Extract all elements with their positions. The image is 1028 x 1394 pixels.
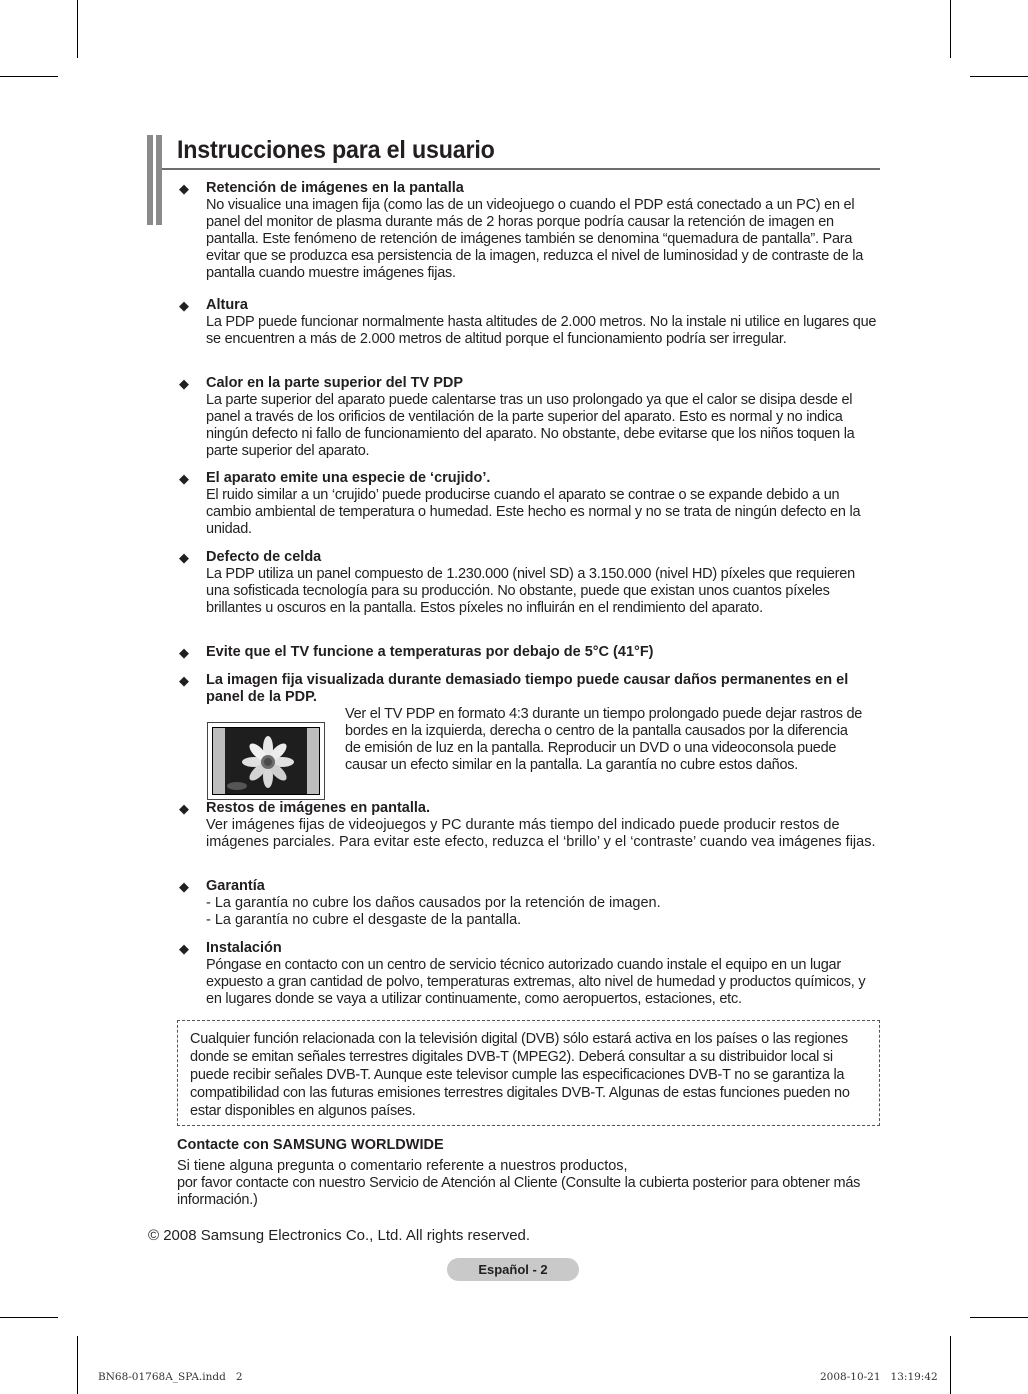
crop-mark [950,0,951,58]
section-heading: La imagen fija visualizada durante demasiado tiempo puede causar daños permanentes en el panel de la PDP. [206,672,849,705]
diamond-bullet-icon: ◆ [179,550,189,565]
diamond-bullet-icon: ◆ [179,298,189,313]
diamond-bullet-icon: ◆ [179,941,189,956]
title-decoration-bar [147,135,153,225]
list-item [177,180,882,297]
list-item [177,297,882,375]
section-heading: El aparato emite una especie de ‘crujido’. [206,470,491,486]
diamond-bullet-icon: ◆ [179,801,189,816]
section-body: Póngase en contacto con un centro de servicio técnico autorizado cuando instale el equipo en un lugar expuesto a gran cantidad de polvo, temperaturas extremas, alto nivel de humedad y productos químicos, y en lugares donde se vaya a utilizar continuamente, como aeropuertos, estaciones, etc. [206,957,866,1007]
page-number-badge: Español - 2 [447,1258,579,1281]
section-body: La PDP utiliza un panel compuesto de 1.230.000 (nivel SD) a 3.150.000 (nivel HD) píxeles que requieren una sofisticada tecnología para su producción. No obstante, puede que existan unos cuantos píxeles brillantes u oscuros en la pantalla. Estos píxeles no influirán en el rendimiento del aparato. [206,566,855,616]
list-item [177,672,882,800]
contact-body [177,1158,883,1209]
contact-line: Si tiene alguna pregunta o comentario referente a nuestros productos, [177,1158,628,1174]
diamond-bullet-icon: ◆ [179,376,189,391]
crop-mark [970,76,1028,77]
warranty-line: - La garantía no cubre el desgaste de la pantalla. [206,912,522,928]
section-body: No visualice una imagen fija (como las de un videojuego o cuando el PDP está conectado a un PC) en el panel del monitor de plasma durante más de 2 horas porque podría causar la retención de imagen en pantalla. Este fenómeno de retención de imágenes también se denomina “quemadura de pantalla”. Para evitar que se produzca esa persistencia de la imagen, reduzca el nivel de luminosidad y de contraste de la pantalla cuando muestre imágenes fijas. [206,197,864,281]
copyright: © 2008 Samsung Electronics Co., Ltd. All rights reserved. [148,1227,531,1244]
tv-illustration [207,722,325,800]
section-body: Ver el TV PDP en formato 4:3 durante un tiempo prolongado puede dejar rastros de bordes en la izquierda, derecha o centro de la pantalla causados por la diferencia de emisión de luz en la pantalla. Reproducir un DVD o una videoconsola puede causar un efecto similar en la pantalla. La garantía no cubre estos daños. [345,706,863,773]
section-body: El ruido similar a un ‘crujido’ puede producirse cuando el aparato se contrae o se expande debido a un cambio ambiental de temperatura o humedad. Este hecho es normal y no se trata de ningún defecto en la unidad. [206,487,861,537]
diamond-bullet-icon: ◆ [179,645,189,660]
section-body: Ver imágenes fijas de videojuegos y PC durante más tiempo del indicado puede producir restos de imágenes parciales. Para evitar este efecto, reduzca el ‘brillo’ y el ‘contraste’ cuando vea imágenes fijas. [206,817,876,850]
crop-mark [0,76,58,77]
crop-mark [77,1336,78,1394]
crop-mark [0,1317,58,1318]
burn-in-illustration-row [206,706,882,796]
section-body: La PDP puede funcionar normalmente hasta altitudes de 2.000 metros. No la instale ni utilice en lugares que se encuentren a más de 2.000 metros de altitud porque el funcionamiento podría ser irregular. [206,314,877,347]
contact-line: por favor contacte con nuestro Servicio de Atención al Cliente (Consulte la cubierta posterior para obtener más información.) [177,1175,861,1208]
instructions-list [177,180,882,1008]
section-heading: Defecto de celda [206,549,322,565]
footer-timestamp: 2008-10-21 13:19:42 [820,1371,938,1383]
diamond-bullet-icon: ◆ [179,471,189,486]
diamond-bullet-icon: ◆ [179,181,189,196]
tv-screen-image [212,727,320,795]
footer-filename: BN68-01768A_SPA.indd 2 [98,1371,243,1383]
diamond-bullet-icon: ◆ [179,673,189,688]
section-body: La parte superior del aparato puede calentarse tras un uso prolongado ya que el calor se disipa desde el panel a través de los orificios de ventilación de la parte superior del aparato. Esto es normal y no indica ningún defecto ni fallo de funcionamiento del aparato. No obstante, debe evitarse que los niños toquen la parte superior del aparato. [206,392,855,459]
list-item [177,375,882,470]
diamond-bullet-icon: ◆ [179,879,189,894]
list-item [177,549,882,644]
section-heading: Evite que el TV funcione a temperaturas por debajo de 5°C (41°F) [206,644,654,660]
section-heading: Garantía [206,878,265,894]
section-heading: Altura [206,297,248,313]
contact-title: Contacte con SAMSUNG WORLDWIDE [177,1137,444,1153]
warranty-line: - La garantía no cubre los daños causados por la retención de imagen. [206,895,661,911]
list-item [177,644,882,672]
list-item [177,940,882,1008]
crop-mark [970,1317,1028,1318]
flower-icon [213,728,319,794]
dvb-notice-box [177,1020,880,1126]
list-item [177,470,882,549]
list-item [177,878,882,940]
list-item [177,800,882,878]
crop-mark [77,0,78,58]
title-decoration-bar [156,135,162,225]
section-heading: Calor en la parte superior del TV PDP [206,375,464,391]
page-title: Instrucciones para el usuario [177,136,495,164]
section-heading: Retención de imágenes en la pantalla [206,180,464,196]
section-heading: Instalación [206,940,282,956]
section-heading: Restos de imágenes en pantalla. [206,800,431,816]
dvb-notice-text: Cualquier función relacionada con la televisión digital (DVB) sólo estará activa en los países o las regiones donde se emitan señales terrestres digitales DVB-T (MPEG2). Deberá consultar a su distribuidor local si puede recibir señales DVB-T. Aunque este televisor cumple las especificaciones DVB-T no se garantiza la compatibilidad con las futuras emisiones terrestres digitales DVB-T. Algunas de estas funciones pueden no estar disponibles en algunos países. [190,1031,850,1119]
crop-mark [950,1336,951,1394]
title-divider [162,168,880,170]
